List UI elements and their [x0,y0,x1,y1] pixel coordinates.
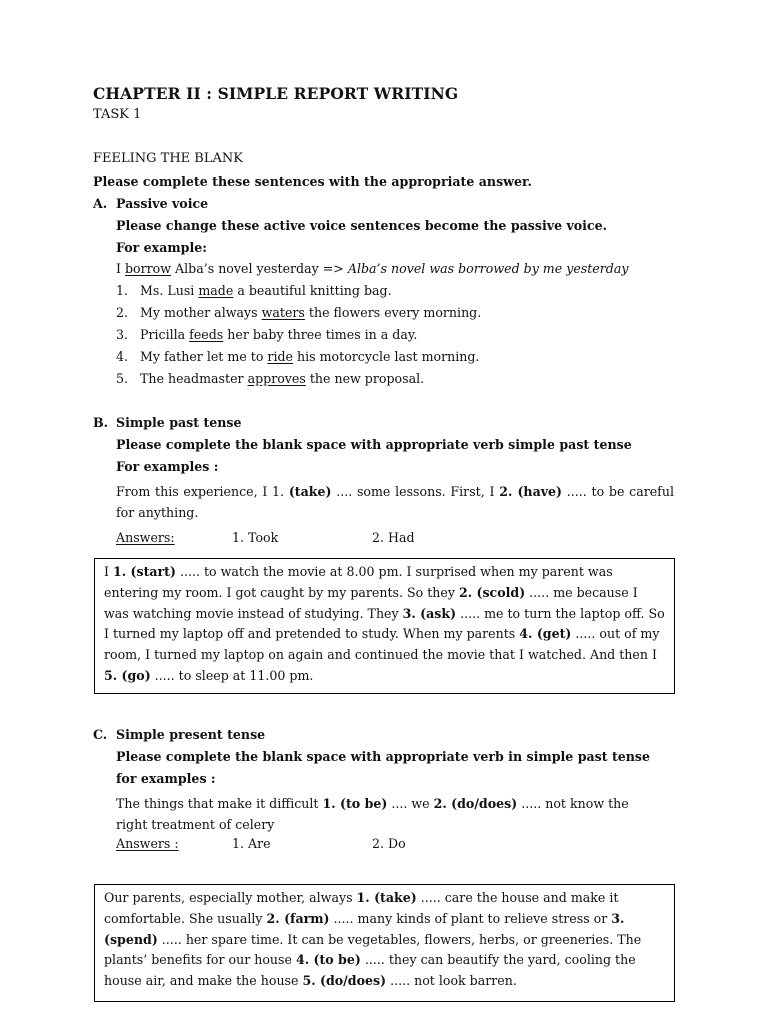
example-answer: Alba’s novel was borrowed by me yesterday [347,261,629,276]
section-b-answer-2: 2. Had [372,530,415,545]
passive-item: 3. Pricilla feeds her baby three times in a day. [116,327,418,342]
section-b-exercise-text: I 1. (start) ..... to watch the movie at 8.00 pm. I surprised when my parent was entering my room. I got caught by my parents. So they 2. (scold) ..... me because I was watching movie instead of studying. They 3. (ask) ..... me to turn the laptop off. So I turned my laptop off and pretended to study. When my parents 4. (get) ..... out of my room, I turned my laptop on again and continued the movie that I watched. And then I 5. (go) ..... to sleep at 11.00 pm. [104,564,665,683]
example-verb: borrow [124,261,172,276]
section-title: FEELING THE BLANK [93,151,243,166]
section-c-letter: C. [93,727,108,742]
section-b-instruction: Please complete the blank space with appropriate verb simple past tense [116,437,632,452]
section-c-instruction: Please complete the blank space with appropriate verb in simple past tense [116,749,651,764]
section-a-title: Passive voice [116,196,209,211]
passive-item: 2. My mother always waters the flowers every morning. [116,305,482,320]
section-c-exercise-text: Our parents, especially mother, always 1. (take) ..... care the house and make it comfortable. She usually 2. (farm) ..... many kinds of plant to relieve stress or 3. (spend) ..... her spare time. It can be vegetables, flowers, herbs, or greeneries. The plants’ benefits for our house 4. (to be) ..... they can beautify the yard, cooling the house air, and make the house 5. (do/does) ..... not look barren. [104,890,642,989]
general-instruction: Please complete these sentences with the appropriate answer. [93,174,532,189]
task-label: TASK 1 [93,107,142,122]
section-b-example-label: For examples : [116,459,219,474]
section-c-example-label: for examples : [116,771,216,786]
section-c-answers-label: Answers : [116,836,179,851]
section-c-example: The things that make it difficult 1. (to be) .... we 2. (do/does) ..... not know the right treatment of celery [116,796,629,832]
section-a-letter: A. [93,196,108,211]
passive-item: 5. The headmaster approves the new proposal. [116,371,425,386]
section-c-title: Simple present tense [116,727,266,742]
section-b-example: From this experience, I 1. (take) .... some lessons. First, I 2. (have) ..... to be careful for anything. [116,484,674,520]
section-b-answer-1: 1. Took [232,530,279,545]
section-c-answer-1: 1. Are [232,836,271,851]
section-b-letter: B. [93,415,109,430]
section-b-title: Simple past tense [116,415,242,430]
section-a-example-label: For example: [116,240,207,255]
chapter-title: CHAPTER II : SIMPLE REPORT WRITING [93,84,459,103]
passive-item: 1. Ms. Lusi made a beautiful knitting bag. [116,283,392,298]
passive-item: 4. My father let me to ride his motorcycle last morning. [116,349,480,364]
section-a-example: I borrow Alba’s novel yesterday => Alba’s novel was borrowed by me yesterday [116,261,629,276]
section-c-answer-2: 2. Do [372,836,406,851]
section-a-instruction: Please change these active voice sentences become the passive voice. [116,218,608,233]
section-b-answers-label: Answers: [116,530,175,545]
